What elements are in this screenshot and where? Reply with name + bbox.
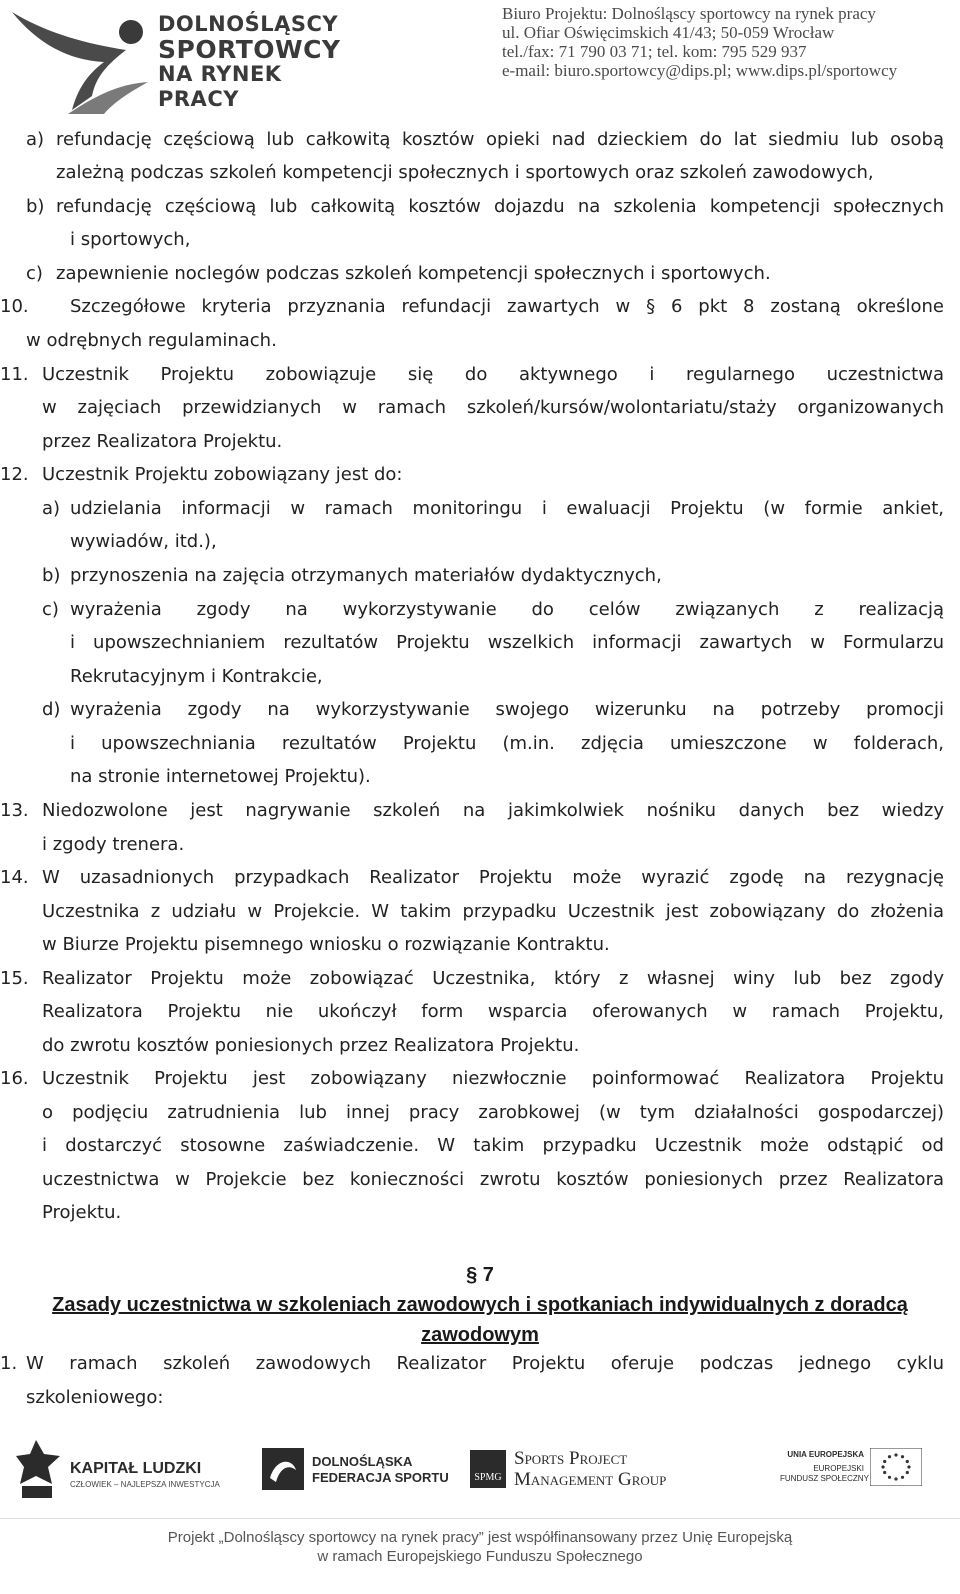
section-heading-title: Zasady uczestnictwa w szkoleniach zawodowych i spotkaniach indywidualnych z doradcą zawodowym [52,1294,908,1346]
paragraph-12a-line-2: wywiadów, itd.), [70,531,217,552]
paragraph-11-line-2: w zajęciach przewidzianych w ramach szkoleń/kursów/wolontariatu/staży organizowanych [42,397,944,418]
paragraph-16-line-4: uczestnictwa w Projekcie bez konieczności zwrotu kosztów poniesionych przez Realizatora [42,1169,944,1190]
eu-fund-line-2: FUNDUSZ SPOŁECZNY [780,1474,869,1483]
item-a-line-2: zależną podczas szkoleń kompetencji społecznych i sportowych oraz szkoleń zawodowych, [56,162,874,183]
paragraph-12c-line-1: wyrażenia zgody na wykorzystywanie do celów związanych z realizacją [70,599,944,620]
page-header [0,0,960,110]
item-label: a) [26,129,45,150]
paragraph-16-line-2: o podjęciu zatrudnienia lub innej pracy zarobkowej (w tym działalności gospodarczej) [42,1102,944,1123]
paragraph-12d-line-2: i upowszechniania rezultatów Projektu (m.in. zdjęcia umieszczone w folderach, [70,733,944,754]
dfs-icon [262,1448,304,1490]
paragraph-number: 11. [0,364,29,385]
paragraph-12a-line-1: udzielania informacji w ramach monitoringu i ewaluacji Projektu (w formie ankiet, [70,498,944,519]
contact-email: e-mail: biuro.sportowcy@dips.pl; www.dips.pl/sportowcy [502,61,898,80]
item-label: b) [42,565,61,586]
sponsor-logos [0,1432,960,1512]
item-b-line-1: refundację częściową lub całkowitą kosztów dojazdu na szkolenia kompetencji społecznych [56,196,944,217]
funding-note-line-2: w ramach Europejskiego Funduszu Społecznego [317,1548,643,1565]
paragraph-16-line-1: Uczestnik Projektu jest zobowiązany niezwłocznie poinformować Realizatora Projektu [42,1068,944,1089]
item-a-line-1: refundację częściową lub całkowitą kosztów opieki nad dzieckiem do lat siedmiu lub osobą [56,129,944,150]
paragraph-10-line-1: Szczegółowe kryteria przyznania refundacji zawartych w § 6 pkt 8 zostaną określone [70,296,944,317]
eu-fund-line-1: EUROPEJSKI [813,1464,864,1473]
paragraph-10-line-2: w odrębnych regulaminach. [26,330,277,351]
paragraph-13-line-1: Niedozwolone jest nagrywanie szkoleń na jakimkolwiek nośniku danych bez wiedzy [42,800,944,821]
paragraph-number: 16. [0,1068,29,1089]
dfs-title-line-1: DOLNOŚLĄSKA [312,1454,413,1469]
eu-title: UNIA EUROPEJSKA [787,1450,864,1459]
section-7-paragraph-1-line-1: W ramach szkoleń zawodowych Realizator Projektu oferuje podczas jednego cyklu [26,1353,944,1374]
paragraph-number: 13. [0,800,29,821]
logo-wordmark [158,12,341,112]
paragraph-number: 12. [0,464,29,485]
item-label: c) [42,599,59,620]
kapital-ludzki-title: KAPITAŁ LUDZKI [70,1460,202,1477]
paragraph-16-line-3: i dostarczyć stosowne zaświadczenie. W takim przypadku Uczestnik może odstąpić od [42,1135,944,1156]
athlete-logo-icon [8,4,168,114]
paragraph-12-line-1: Uczestnik Projektu zobowiązany jest do: [42,464,403,485]
paragraph-12c-line-3: Rekrutacyjnym i Kontrakcie, [70,666,323,687]
paragraph-11-line-3: przez Realizatora Projektu. [42,431,283,452]
section-7-paragraph-1-line-2: szkoleniowego: [26,1387,164,1408]
item-b-line-2: i sportowych, [70,229,191,250]
paragraph-12b-line-1: przynoszenia na zajęcia otrzymanych materiałów dydaktycznych, [70,565,662,586]
dfs-logo [262,1446,449,1494]
paragraph-number: 1. [0,1353,18,1374]
section-heading-number: § 7 [466,1264,494,1286]
funding-note-line-1: Projekt „Dolnośląscy sportowcy na rynek pracy” jest współfinansowany przez Unię Europejską [167,1529,793,1546]
paragraph-15-line-1: Realizator Projektu może zobowiązać Uczestnika, który z własnej winy lub bez zgody [42,968,944,989]
paragraph-12c-line-2: i upowszechnianiem rezultatów Projektu wszelkich informacji zawartych w Formularzu [70,632,944,653]
footer-divider [0,1518,960,1519]
contact-office: Biuro Projektu: Dolnośląscy sportowcy na rynek pracy [502,4,876,23]
dfs-title-line-2: FEDERACJA SPORTU [312,1470,449,1485]
spmg-logo [470,1448,710,1492]
spmg-title-line-2: Management Group [514,1469,667,1490]
paragraph-12d-line-3: na stronie internetowej Projektu). [70,766,371,787]
eu-flag-icon [870,1448,922,1486]
item-c-line-1: zapewnienie noclegów podczas szkoleń kompetencji społecznych i sportowych. [56,263,771,284]
paragraph-11-line-1: Uczestnik Projektu zobowiązuje się do aktywnego i regularnego uczestnictwa [42,364,944,385]
spmg-badge: SPMG [470,1450,506,1488]
item-label: c) [26,263,43,284]
kapital-ludzki-icon [16,1440,60,1500]
paragraph-number: 10. [0,296,29,317]
paragraph-16-line-5: Projektu. [42,1202,122,1223]
paragraph-12d-line-1: wyrażenia zgody na wykorzystywanie swojego wizerunku na potrzeby promocji [70,699,944,720]
item-label: d) [42,699,61,720]
paragraph-14-line-2: Uczestnika z udziału w Projekcie. W takim przypadku Uczestnik jest zobowiązany do złożenia [42,901,944,922]
contact-phone: tel./fax: 71 790 03 71; tel. kom: 795 529 937 [502,42,807,61]
paragraph-14-line-3: w Biurze Projektu pisemnego wniosku o rozwiązanie Kontraktu. [42,934,610,955]
spmg-title-line-1: Sports Project [514,1448,628,1469]
contact-block [502,4,952,80]
logo-line-2: SPORTOWCY [158,35,341,64]
logo-line-3: NA RYNEK PRACY [158,62,282,111]
paragraph-number: 15. [0,968,29,989]
funding-note [0,1528,960,1566]
paragraph-13-line-2: i zgody trenera. [42,834,185,855]
project-logo [8,4,341,114]
paragraph-14-line-1: W uzasadnionych przypadkach Realizator Projektu może wyrazić zgodę na rezygnację [42,867,944,888]
paragraph-15-line-3: do zwrotu kosztów poniesionych przez Realizatora Projektu. [42,1035,580,1056]
kapital-ludzki-subtitle: CZŁOWIEK – NAJLEPSZA INWESTYCJA [70,1480,220,1489]
contact-address: ul. Ofiar Oświęcimskich 41/43; 50-059 Wrocław [502,23,835,42]
item-label: b) [26,196,45,217]
paragraph-15-line-2: Realizatora Projektu nie ukończył form wsparcia oferowanych w ramach Projektu, [42,1001,944,1022]
item-label: a) [42,498,61,519]
paragraph-number: 14. [0,867,29,888]
logo-line-1: DOLNOŚLĄSCY [158,12,339,36]
eu-logo [780,1446,930,1494]
kapital-ludzki-logo [16,1438,220,1504]
